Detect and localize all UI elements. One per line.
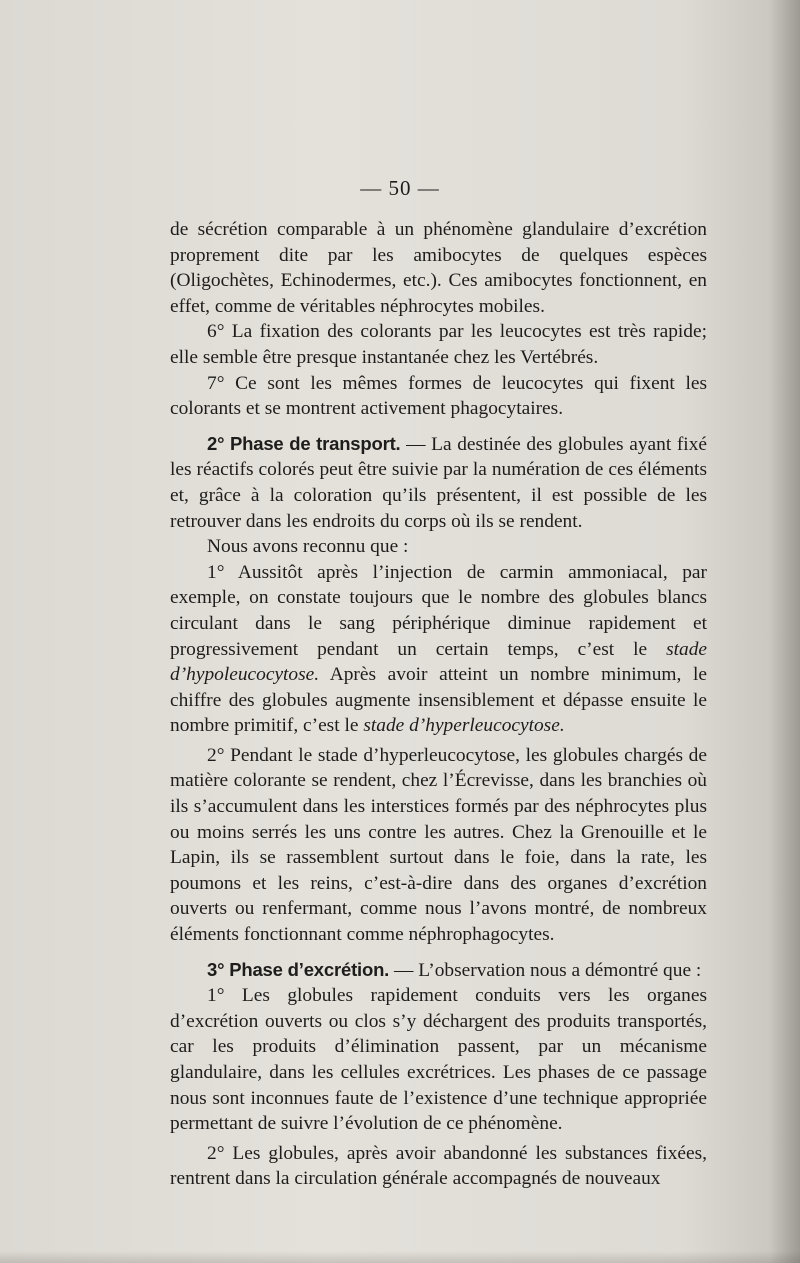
section-heading-transport: 2° Phase de transport.	[207, 432, 401, 454]
section-text-excretion: — L’observation nous a démontré que :	[389, 959, 702, 981]
page-number: — 50 —	[360, 176, 440, 200]
paragraph-item-7: 7° Ce sont les mêmes formes de leucocytes qui fixent les colorants et se montrent activement phagocytaires.	[170, 372, 707, 420]
paragraph-intro: Nous avons reconnu que :	[207, 536, 409, 558]
paragraph-item-6: 6° La fixation des colorants par les leucocytes est très rapide; elle semble être presque instantanée chez les Vertébrés.	[170, 321, 707, 368]
text-segment: Après avoir atteint un nombre minimum, le chiffre des globules augmente insensiblement et dépasse ensuite le nombre primitif, c’est le	[170, 664, 707, 737]
text-segment: 1° Aussitôt après l’injection de carmin ammoniacal, par exemple, on constate toujours que le nombre des globules blancs circulant dans le sang périphérique diminue rapidement et progressivement pendant un certain temps, c’est le	[170, 561, 707, 660]
paragraph-excretion-2: 2° Les globules, après avoir abandonné les substances fixées, rentrent dans la circulation générale accompagnés de nouveaux	[170, 1142, 707, 1190]
body-text	[170, 217, 707, 1192]
italic-term-hyperleucocytose: stade d’hyperleucocytose.	[363, 715, 565, 737]
section-heading-excretion: 3° Phase d’excrétion.	[207, 958, 390, 980]
section-transport	[170, 431, 707, 534]
page-edge-shadow	[770, 0, 800, 1263]
paragraph-point-2: 2° Pendant le stade d’hyperleucocytose, les globules chargés de matière colorante se rendent, chez l’Écrevisse, dans les branchies où ils s’accumulent dans les interstices formés par des néphrocytes plus ou moins serrés les uns contre les autres. Chez la Grenouille et le Lapin, ils se rassemblent surtout dans le foie, dans la rate, les poumons et les reins, c’est-à-dire dans des organes d’excrétion ouverts ou renfermant, comme nous l’avons montré, de nombreux éléments fonctionnant comme néphrophagocytes.	[170, 744, 707, 946]
paragraph-point-1	[170, 560, 707, 739]
section-text-transport: — La destinée des globules ayant fixé les réactifs colorés peut être suivie par la numération de ces éléments et, grâce à la coloration qu’ils présentent, il est possible de les retrouver dans les endroits du corps où ils se rendent.	[170, 433, 707, 532]
paragraph-excretion-1: 1° Les globules rapidement conduits vers les organes d’excrétion ouverts ou clos s’y déchargent des produits transportés, car les produits d’élimination passent, par un mécanisme glandulaire, dans les cellules excrétrices. Les phases de ce passage nous sont inconnues faute de l’existence d’une technique appropriée permettant de suivre l’évolution de ce phénomène.	[170, 985, 707, 1135]
page-bottom-shadow	[0, 1251, 800, 1263]
paragraph-continuation: de sécrétion comparable à un phénomène glandulaire d’excrétion proprement dite par les amibocytes de quelques espèces (Oligochètes, Echinodermes, etc.). Ces amibocytes fonctionnent, en effet, comme de véritables néphrocytes mobiles.	[170, 219, 707, 317]
section-excretion	[170, 957, 707, 984]
italic-term-hypoleucocytose: stade d’hypoleucocytose.	[170, 638, 707, 686]
